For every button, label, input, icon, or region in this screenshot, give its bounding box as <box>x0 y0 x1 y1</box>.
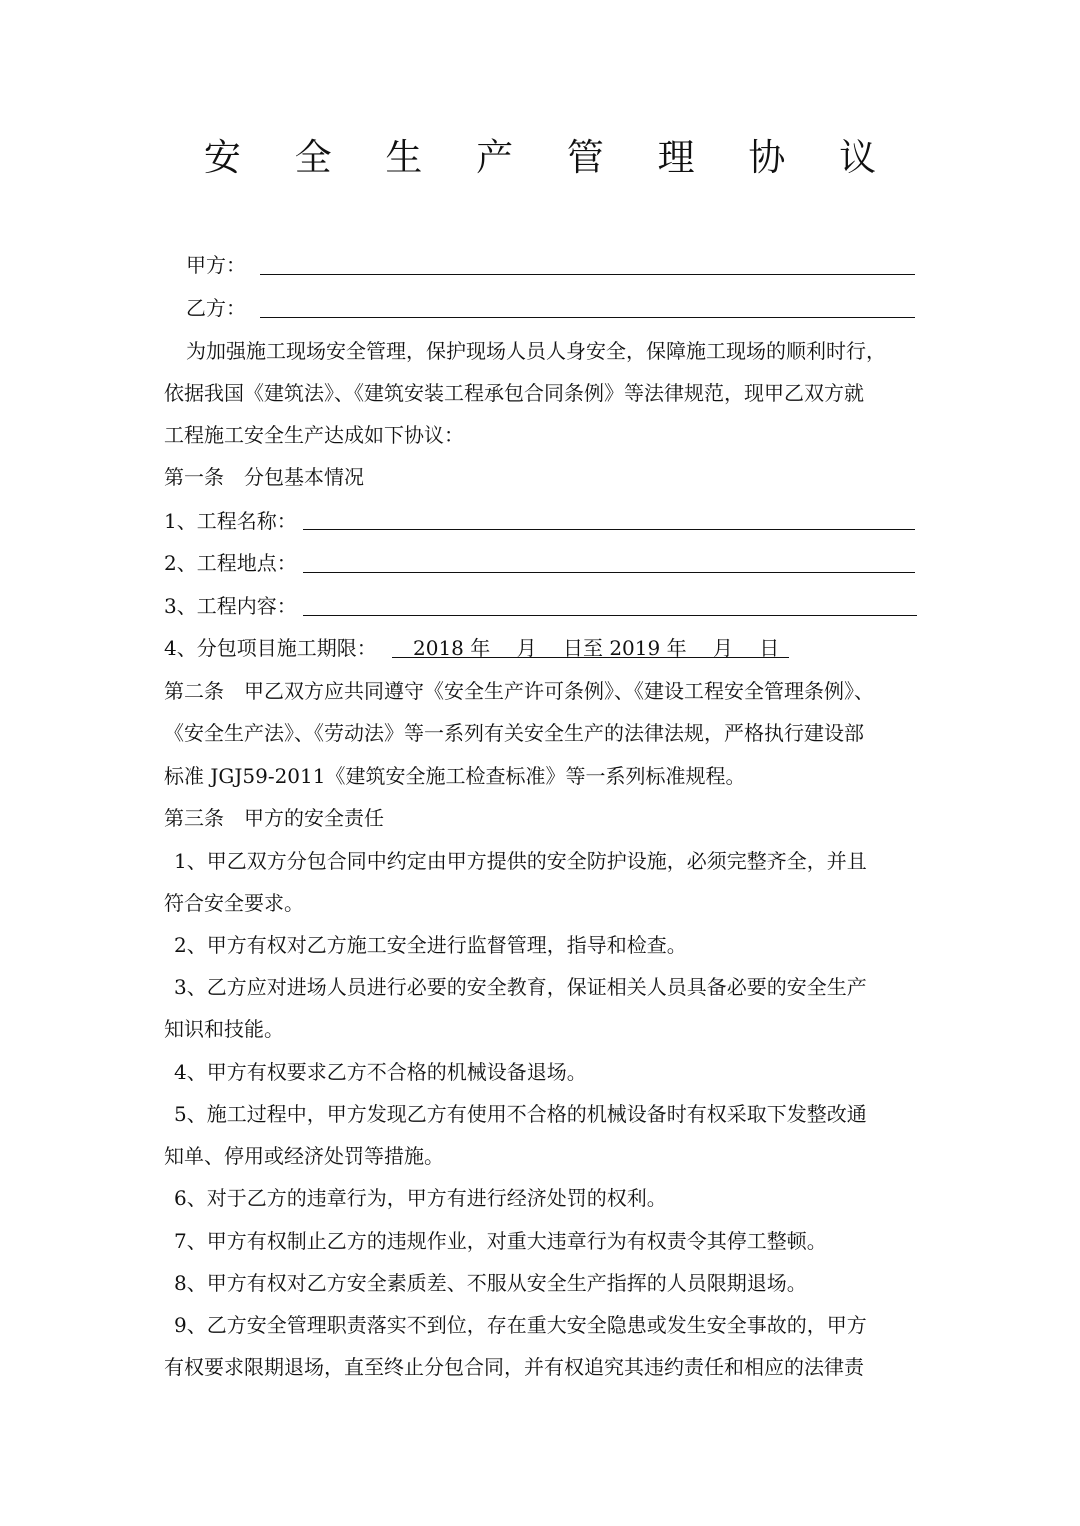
article3-item: 7、甲方有权制止乙方的违规作业，对重大违章行为有权责令其停工整顿。 <box>174 1229 827 1253</box>
party-a-label: 甲方： <box>186 253 246 277</box>
article3-item: 知单、停用或经济处罚等措施。 <box>164 1144 444 1168</box>
item2-label: 2、工程地点： <box>164 551 297 575</box>
period-value: 2018 年 月 日至 2019 年 月 日 <box>413 636 780 660</box>
article3-item: 3、乙方应对进场人员进行必要的安全教育，保证相关人员具备必要的安全生产 <box>174 975 867 999</box>
document-title: 安 全 生 产 管 理 协 议 <box>203 136 898 179</box>
project-content-blank[interactable] <box>303 615 917 616</box>
party-b-label: 乙方： <box>186 296 246 320</box>
article3-heading: 第三条 甲方的安全责任 <box>164 806 384 830</box>
item1-label: 1、工程名称： <box>164 509 297 533</box>
article1-heading: 第一条 分包基本情况 <box>164 465 364 489</box>
party-a-blank[interactable] <box>260 274 915 275</box>
article3-item: 有权要求限期退场，直至终止分包合同，并有权追究其违约责任和相应的法律责 <box>164 1355 864 1379</box>
intro-line: 为加强施工现场安全管理，保护现场人员人身安全，保障施工现场的顺利时行， <box>186 339 886 363</box>
article3-item: 6、对于乙方的违章行为，甲方有进行经济处罚的权利。 <box>174 1186 667 1210</box>
article3-item: 5、施工过程中，甲方发现乙方有使用不合格的机械设备时有权采取下发整改通 <box>174 1102 867 1126</box>
intro-line: 依据我国《建筑法》、《建筑安装工程承包合同条例》等法律规范，现甲乙双方就 <box>164 381 864 405</box>
intro-line: 工程施工安全生产达成如下协议： <box>164 423 464 447</box>
project-name-blank[interactable] <box>303 529 915 530</box>
article2-line: 标准 JGJ59-2011《建筑安全施工检查标准》等一系列标准规程。 <box>164 764 746 788</box>
article3-item: 8、甲方有权对乙方安全素质差、不服从安全生产指挥的人员限期退场。 <box>174 1271 807 1295</box>
period-underline[interactable] <box>392 657 789 658</box>
article3-item: 2、甲方有权对乙方施工安全进行监督管理，指导和检查。 <box>174 933 687 957</box>
item3-label: 3、工程内容： <box>164 594 297 618</box>
item4-label: 4、分包项目施工期限： <box>164 636 377 660</box>
article3-item: 1、甲乙双方分包合同中约定由甲方提供的安全防护设施，必须完整齐全，并且 <box>174 849 867 873</box>
article3-item: 4、甲方有权要求乙方不合格的机械设备退场。 <box>174 1060 587 1084</box>
party-b-blank[interactable] <box>260 317 915 318</box>
article2-line: 第二条 甲乙双方应共同遵守《安全生产许可条例》、《建设工程安全管理条例》、 <box>164 679 874 703</box>
article3-item: 9、乙方安全管理职责落实不到位，存在重大安全隐患或发生安全事故的，甲方 <box>174 1313 867 1337</box>
article3-item: 符合安全要求。 <box>164 891 304 915</box>
project-location-blank[interactable] <box>303 572 915 573</box>
article3-item: 知识和技能。 <box>164 1017 284 1041</box>
article2-line: 《安全生产法》、《劳动法》等一系列有关安全生产的法律法规，严格执行建设部 <box>164 721 864 745</box>
